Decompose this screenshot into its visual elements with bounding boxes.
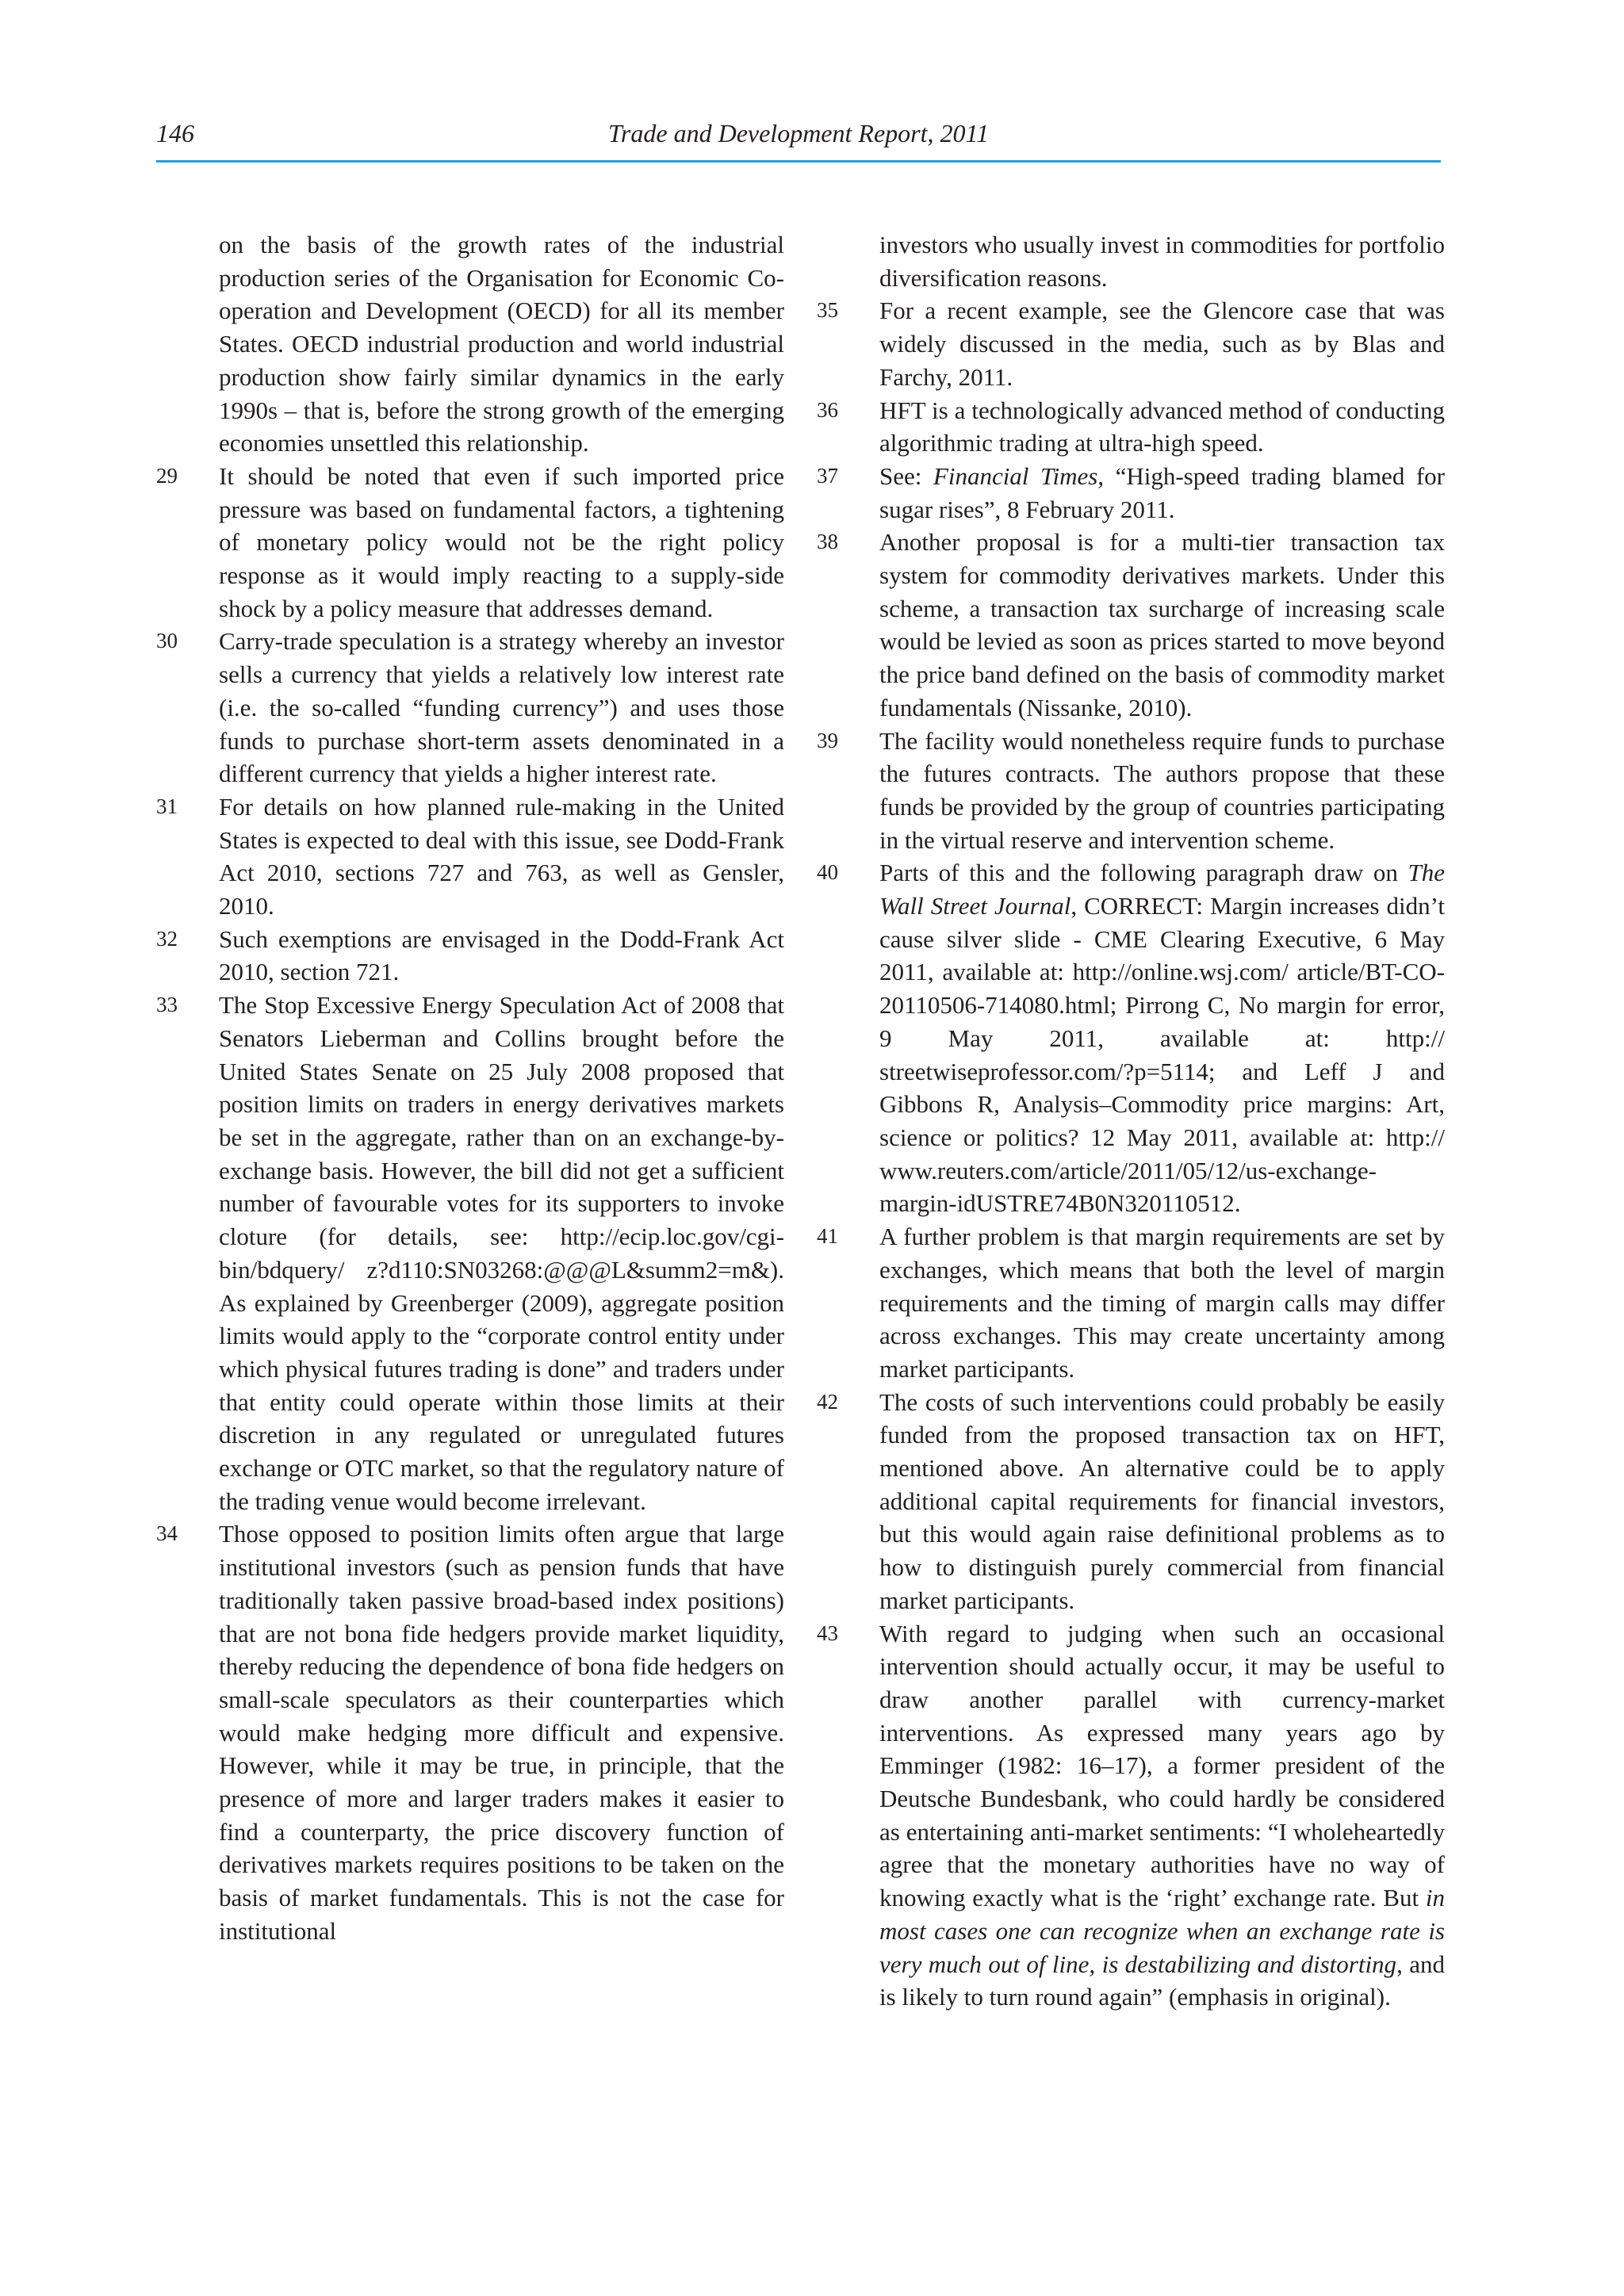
endnote-text: The costs of such interventions could probably be easily funded from the proposed transaction tax on HFT, mentioned above. An alternative could be to apply additional capital requirements for financial investors, but this would again raise definitional problems as to how to distinguish purely commercial from financial market participants. (879, 1387, 1445, 1614)
endnote-number: 36 (817, 397, 838, 422)
endnote-number: 37 (817, 463, 838, 488)
left-column (156, 228, 784, 1948)
endnote-text: Another proposal is for a multi-tier transaction tax system for commodity derivatives markets. Under this scheme, a transaction tax surcharge of increasing scale would be levied as soon as prices started to move beyond the price band defined on the basis of commodity market fundamentals (Nissanke, 2010). (879, 528, 1445, 721)
endnote-37 (817, 460, 1445, 526)
endnote-38 (817, 526, 1445, 724)
endnote-text-plain: “High-speed trading blamed for sugar rises”, 8 February 2011. (879, 461, 1445, 523)
endnote-number: 30 (156, 629, 178, 653)
endnote-35 (817, 294, 1445, 393)
endnote-text (879, 856, 1445, 1220)
endnote-number: 34 (156, 1521, 178, 1546)
endnote-number: 33 (156, 993, 178, 1017)
endnote-text-plain: See: (879, 461, 933, 490)
page-number: 146 (156, 119, 194, 147)
endnote-text: HFT is a technologically advanced method of conducting algorithmic trading at ultra-high speed. (879, 396, 1445, 457)
running-title: Trade and Development Report, 2011 (607, 119, 990, 147)
endnote-34-continued (817, 228, 1445, 294)
right-column (817, 228, 1445, 2014)
endnote-31 (156, 790, 784, 923)
endnote-number: 40 (817, 860, 838, 885)
endnote-text: For details on how planned rule-making in the United States is expected to deal with this issue, see Dodd-Frank Act 2010, sections 727 and 763, as well as Gensler, 2010. (219, 792, 784, 920)
endnote-number: 35 (817, 298, 838, 323)
endnote-text: Those opposed to position limits often argue that large institutional investors (such as pension funds that have traditionally taken passive broad-based index positions) that are not bona fide hedgers provide market liquidity, thereby reducing the dependence of bona fide hedgers on small-scale speculators as their counterparties which would make hedging more difficult and expensive. However, while it may be true, in principle, that the presence of more and larger traders makes it easier to find a counterparty, the price discovery function of derivatives markets requires positions to be taken on the basis of market fundamentals. This is not the case for institutional (219, 1520, 784, 1945)
endnote-number: 31 (156, 794, 178, 818)
endnote-number: 29 (156, 463, 178, 488)
page-header (156, 113, 1441, 155)
endnote-number: 38 (817, 530, 838, 554)
endnote-text-plain: With regard to judging when such an occasional intervention should actually occur, it may be useful to draw another parallel with currency-market interventions. As expressed many years ago by Emminger (1982: 16–17), a former president of the Deutsche Bundesbank, who could hardly be considered as entertaining anti-market sentiments: “I wholeheartedly agree that the monetary authorities have no way of knowing exactly what is the ‘right’ exchange rate. But (879, 1619, 1445, 1912)
endnote-43 (817, 1617, 1445, 2014)
endnote-text: investors who usually invest in commodities for portfolio diversification reasons. (879, 231, 1445, 292)
endnote-text: The facility would nonetheless require funds to purchase the futures contracts. The authors propose that these funds be provided by the group of countries participating in the virtual reserve and intervention scheme. (879, 726, 1445, 854)
endnote-text-plain: , and is likely to turn round again” (emphasis in original). (879, 1950, 1445, 2011)
endnote-32 (156, 923, 784, 989)
endnote-text (879, 1617, 1445, 2014)
endnote-text: The Stop Excessive Energy Speculation Act of 2008 that Senators Lieberman and Collins brought before the United States Senate on 25 July 2008 proposed that position limits on traders in energy derivatives markets be set in the aggregate, rather than on an exchange-by-exchange basis. However, the bill did not get a sufficient number of favourable votes for its supporters to invoke cloture (for details, see: http://ecip.loc.gov/cgi-bin/bdquery/ z?d110:SN03268:@@@L&summ2=m&). As explained by Greenberger (2009), aggregate position limits would apply to the “corporate control entity under which physical futures trading is done” and traders under that entity could operate within those limits at their discretion in any regulated or unregulated futures exchange or OTC market, so that the regulatory nature of the trading venue would become irrelevant. (219, 991, 784, 1515)
endnote-text-italic: Financial Times, (933, 461, 1105, 490)
endnote-text: For a recent example, see the Glencore case that was widely discussed in the media, such as by Blas and Farchy, 2011. (879, 297, 1445, 391)
endnote-34 (156, 1517, 784, 1947)
endnote-number: 43 (817, 1621, 838, 1645)
header-rule (156, 160, 1441, 163)
endnote-42 (817, 1386, 1445, 1617)
endnote-text: A further problem is that margin requirements are set by exchanges, which means that both the level of margin requirements and the timing of margin calls may differ across exchanges. This may create uncertainty among market participants. (879, 1223, 1445, 1383)
endnote-text: It should be noted that even if such imported price pressure was based on fundamental factors, a tightening of monetary policy would not be the right policy response as it would imply reacting to a supply-side shock by a policy measure that addresses demand. (219, 461, 784, 622)
endnote-40 (817, 856, 1445, 1220)
endnote-39 (817, 725, 1445, 857)
endnote-text-italic: The Wall Street Journal (879, 859, 1445, 920)
endnote-text-plain: , CORRECT: Margin increases didn’t cause silver slide - CME Clearing Executive, 6 May 2011, available at: http://online.wsj.com/ article/BT-CO-20110506-714080.html; Pirrong C, No margin for error, 9 May 2011, available at: http:// streetwiseprofessor.com/?p=5114; and Leff J and Gibbons R, Analysis–Commodity price margins: Art, science or politics? 12 May 2011, available at: http:// www.reuters.com/article/2011/05/12/us-exchange-margin-idUSTRE74B0N320110512. (879, 892, 1446, 1218)
endnote-28-continued (156, 228, 784, 460)
endnote-text: Carry-trade speculation is a strategy whereby an investor sells a currency that yields a relatively low interest rate (i.e. the so-called “funding currency”) and uses those funds to purchase short-term assets denominated in a different currency that yields a higher interest rate. (219, 627, 784, 788)
endnote-text: Such exemptions are envisaged in the Dodd-Frank Act 2010, section 721. (219, 924, 784, 986)
endnote-text-plain: Parts of this and the following paragraph draw on (879, 859, 1408, 887)
endnote-number: 32 (156, 926, 178, 951)
endnote-text (879, 460, 1445, 526)
endnote-number: 39 (817, 728, 838, 752)
endnote-29 (156, 460, 784, 626)
endnote-33 (156, 989, 784, 1517)
endnote-number: 42 (817, 1389, 838, 1414)
endnote-36 (817, 394, 1445, 460)
endnote-text-italic: in most cases one can recognize when an exchange rate is very much out of line, is destabilizing and distorting (879, 1884, 1445, 1978)
endnote-number: 41 (817, 1224, 838, 1249)
endnote-41 (817, 1220, 1445, 1386)
endnote-text: on the basis of the growth rates of the industrial production series of the Organisation for Economic Co-operation and Development (OECD) for all its member States. OECD industrial production and world industrial production show fairly similar dynamics in the early 1990s – that is, before the strong growth of the emerging economies unsettled this relationship. (219, 231, 784, 457)
endnote-30 (156, 625, 784, 790)
